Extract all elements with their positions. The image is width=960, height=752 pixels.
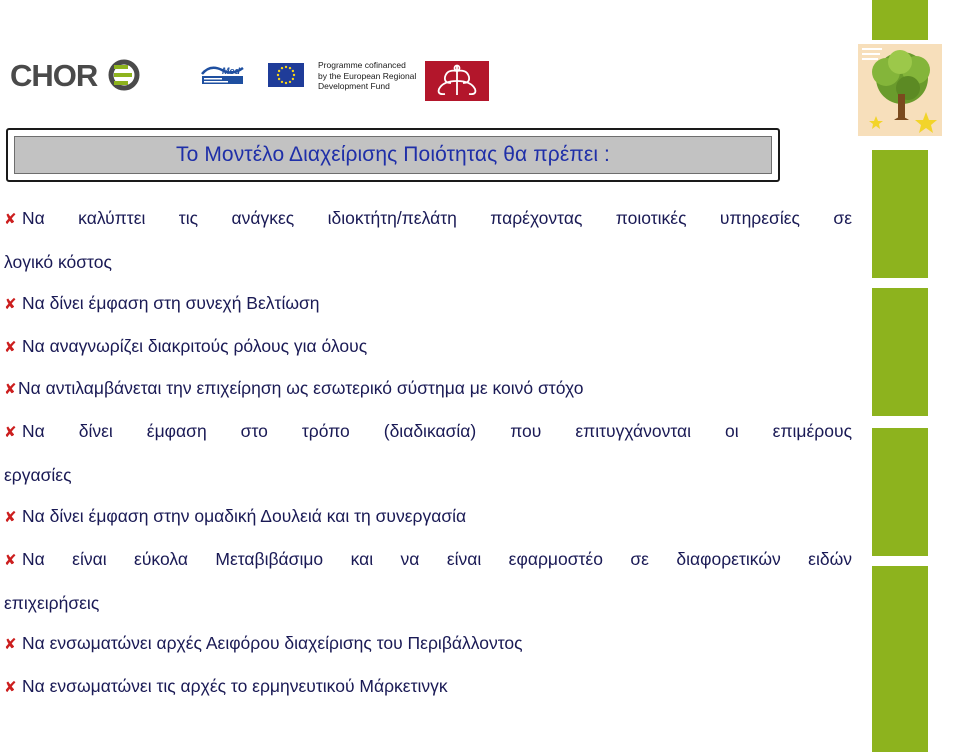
ornament-logo bbox=[425, 61, 489, 101]
bullet-line bbox=[4, 538, 852, 582]
bullet-line bbox=[4, 197, 852, 241]
list-item bbox=[4, 367, 852, 411]
decorative-green-block-2 bbox=[872, 150, 928, 278]
eu-flag-icon bbox=[268, 63, 304, 87]
decorative-green-block-5 bbox=[872, 566, 928, 752]
bullet-mark-icon: ✘ bbox=[4, 636, 17, 653]
bullet-text: Να δίνει έμφαση στην ομαδική Δουλειά και τη συνεργασία bbox=[22, 506, 467, 526]
title-box bbox=[6, 128, 780, 182]
list-item bbox=[4, 622, 852, 666]
bullet-text: Να δίνει έμφαση στο τρόπο (διαδικασία) που επιτυγχάνονται οι επιμέρους bbox=[22, 421, 852, 441]
bullet-text: Να καλύπτει τις ανάγκες ιδιοκτήτη/πελάτη παρέχοντας ποιοτικές υπηρεσίες σε bbox=[22, 208, 852, 228]
programme-line-1: Programme cofinanced bbox=[318, 60, 406, 70]
bullet-mark-icon: ✘ bbox=[4, 296, 17, 313]
bullet-line bbox=[4, 282, 852, 326]
list-item bbox=[4, 410, 852, 497]
bullet-line bbox=[4, 367, 852, 411]
decorative-green-block-3 bbox=[872, 288, 928, 416]
bullet-text: Να είναι εύκολα Μεταβιβάσιμο και να είναι εφαρμοστέο σε διαφορετικών ειδών bbox=[22, 549, 852, 569]
bullet-line bbox=[4, 410, 852, 454]
bullet-mark-icon: ✘ bbox=[4, 552, 17, 569]
bullet-mark-icon: ✘ bbox=[4, 211, 17, 228]
programme-cofinanced-text bbox=[318, 60, 416, 92]
med-programme-logo bbox=[200, 62, 245, 86]
bullet-mark-icon: ✘ bbox=[4, 679, 17, 696]
bullet-continuation: εργασίες bbox=[4, 465, 72, 485]
svg-text:Med: Med bbox=[222, 66, 240, 76]
list-item bbox=[4, 325, 852, 369]
bullet-line bbox=[4, 325, 852, 369]
bullet-text: Να δίνει έμφαση στη συνεχή Βελτίωση bbox=[22, 293, 320, 313]
bullet-text: Να αναγνωρίζει διακριτούς ρόλους για όλους bbox=[22, 336, 368, 356]
list-item bbox=[4, 282, 852, 326]
list-item bbox=[4, 665, 852, 709]
decorative-green-block-4 bbox=[872, 428, 928, 556]
bullet-text: Να ενσωματώνει αρχές Αειφόρου διαχείρισης του Περιβάλλοντος bbox=[22, 633, 523, 653]
page-title: Το Μοντέλο Διαχείρισης Ποιότητας θα πρέπει : bbox=[176, 143, 610, 166]
bullet-line bbox=[4, 665, 852, 709]
bullet-text: Να ενσωματώνει τις αρχές το ερμηνευτικού Μάρκετινγκ bbox=[22, 676, 448, 696]
list-item bbox=[4, 197, 852, 284]
programme-line-3: Development Fund bbox=[318, 81, 390, 91]
list-item bbox=[4, 495, 852, 539]
bullet-mark-icon: ✘ bbox=[4, 381, 17, 398]
title-inner bbox=[14, 136, 772, 174]
bullet-mark-icon: ✘ bbox=[4, 339, 17, 356]
bullet-mark-icon: ✘ bbox=[4, 509, 17, 526]
programme-line-2: by the European Regional bbox=[318, 70, 417, 81]
bullet-mark-icon: ✘ bbox=[4, 424, 17, 441]
chord-logo bbox=[10, 56, 140, 94]
bullet-continuation: λογικό κόστος bbox=[4, 252, 112, 272]
decorative-green-block-1 bbox=[872, 0, 928, 40]
bullet-line bbox=[4, 495, 852, 539]
svg-text:CHOR: CHOR bbox=[10, 58, 98, 93]
bullet-continuation: επιχειρήσεις bbox=[4, 593, 100, 613]
tree-logo-icon bbox=[856, 42, 944, 138]
bullet-text: Να αντιλαμβάνεται την επιχείρηση ως εσωτερικό σύστημα με κοινό στόχο bbox=[18, 378, 584, 398]
list-item bbox=[4, 538, 852, 625]
bullet-line bbox=[4, 622, 852, 666]
